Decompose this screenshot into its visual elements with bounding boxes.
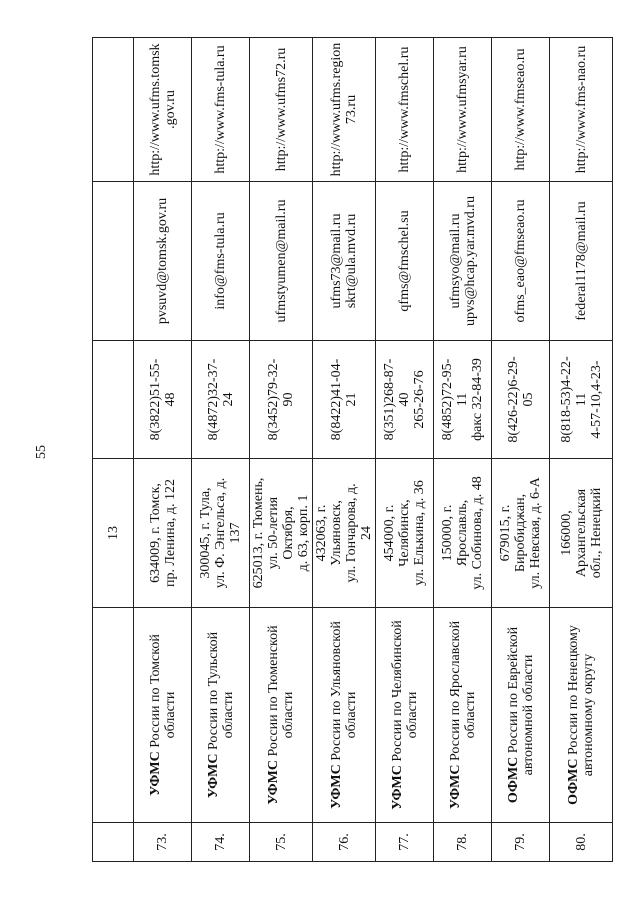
row-number: 76. (313, 823, 376, 862)
header-cell-name (93, 608, 134, 823)
office-email-line: ufmsyo@mail.ru (447, 213, 463, 309)
office-address (313, 459, 376, 608)
office-name-abbr: УФМС (447, 764, 463, 810)
header-cell-address: 13 (93, 459, 134, 608)
office-address-line: 454000, г. (382, 504, 397, 562)
office-website (192, 38, 250, 182)
office-name-rest: России по Ненецкому (566, 625, 581, 759)
office-email (192, 182, 250, 341)
office-name-abbr: УФМС (266, 760, 281, 805)
office-name-line: области (404, 691, 420, 739)
office-address-line: 150000, г. (440, 504, 455, 562)
office-name (550, 608, 613, 823)
office-email (550, 182, 613, 341)
office-name-line: области (220, 691, 236, 739)
office-website-line: http://www.ufms72.ru (273, 47, 289, 172)
header-cell-number (93, 823, 134, 862)
office-name-rest: России по Томской (147, 634, 163, 752)
office-address-line: Ярославль, (455, 499, 470, 567)
office-phone-line: 265-26-76 (412, 370, 427, 429)
office-name-line (506, 611, 521, 819)
office-phone-line: 8(426-22)6-29- (505, 356, 521, 443)
header-cell-email (93, 182, 134, 341)
office-website-line: http://www.fms-tula.ru (213, 45, 228, 174)
office-name-abbr: УФМС (329, 764, 344, 809)
office-name-line (566, 611, 581, 819)
office-phone (376, 341, 434, 459)
row-number: 75. (250, 823, 313, 862)
row-number: 74. (192, 823, 250, 862)
office-website-line: http://www.ufms.tomsk (147, 43, 163, 176)
office-website (434, 38, 492, 182)
office-phone-line: 24 (220, 392, 236, 407)
office-name-abbr: ОФМС (505, 756, 521, 804)
office-name-line (329, 611, 344, 819)
office-address (376, 459, 434, 608)
office-name-line (448, 611, 463, 819)
office-website (250, 38, 313, 182)
table-row (250, 38, 313, 862)
office-name-line: автономному округу (581, 653, 596, 777)
office-address-line: 300045, г. Тула, (198, 487, 213, 579)
office-phone-line: 8(351)268-87- (382, 358, 397, 441)
row-number: 78. (434, 823, 492, 862)
office-phone (134, 341, 192, 459)
office-address-line: Ульяновск, (329, 500, 344, 566)
office-phone (250, 341, 313, 459)
office-email-line: ufmstyumen@mail.ru (273, 199, 289, 323)
office-address (134, 459, 192, 608)
office-address-line: ул. Ф. Энгельса, д. (213, 477, 228, 589)
row-number: 73. (134, 823, 192, 862)
office-email (134, 182, 192, 341)
office-email-line: ufms73@mail.ru (329, 213, 344, 309)
office-website-line: http://www.fms-nao.ru (573, 45, 589, 174)
office-website-line: .gov.ru (162, 90, 178, 129)
office-address (192, 459, 250, 608)
office-phone-line: 11 (573, 392, 589, 407)
office-phone-line: 11 (455, 392, 470, 407)
office-name (134, 608, 192, 823)
office-address-line: 137 (228, 522, 243, 544)
office-name (250, 608, 313, 823)
office-email-line: federal1178@mail.ru (573, 201, 589, 321)
rotated-table-frame (92, 38, 604, 862)
office-phone-line: 8(3452)79-32- (266, 358, 281, 441)
table-row (134, 38, 192, 862)
office-name-rest: России по Еврейской (505, 626, 521, 757)
office-address-line: Биробиджан, (513, 493, 528, 573)
office-address-line: 432063, г. (314, 504, 329, 562)
office-website-line: http://www.ufmsyar.ru (455, 46, 470, 173)
office-name (313, 608, 376, 823)
office-name-line (266, 611, 281, 819)
office-address-line: ул. Елькина, д. 36 (412, 480, 427, 586)
office-phone-line: факс 32-84-39 (470, 358, 485, 441)
office-email-line: info@fms-tula.ru (213, 212, 228, 310)
office-name-line: области (462, 691, 478, 739)
office-website (313, 38, 376, 182)
header-cell-phone (93, 341, 134, 459)
table-header-row (93, 38, 134, 862)
office-address-line: 166000, (558, 510, 574, 556)
office-phone-line: 21 (344, 392, 359, 407)
office-name (192, 608, 250, 823)
office-address (250, 459, 313, 608)
office-address-line: 634009, г. Томск, (147, 483, 163, 583)
office-name-abbr: УФМС (389, 765, 405, 810)
office-name-line: области (344, 691, 359, 739)
office-address-line: Челябинск, (397, 499, 412, 567)
office-name-rest: России по Ярославской (447, 620, 463, 765)
row-number: 77. (376, 823, 434, 862)
office-address-line: д. 63, корп. 1 (296, 494, 311, 572)
office-address-line: ул. Собинова, д. 48 (470, 476, 485, 590)
office-name-line (390, 611, 405, 819)
office-phone (492, 341, 550, 459)
office-name (434, 608, 492, 823)
office-name (492, 608, 550, 823)
table-row (434, 38, 492, 862)
office-name-abbr: ОФМС (566, 758, 581, 805)
office-website-line: http://www.fmschel.ru (397, 46, 412, 173)
office-name-line (148, 611, 163, 819)
office-name-line: области (162, 691, 178, 739)
table-row (492, 38, 550, 862)
office-email-line: pvsuvd@tomsk.gov.ru (155, 197, 170, 325)
office-phone (434, 341, 492, 459)
row-number: 80. (550, 823, 613, 862)
office-name-rest: России по Тульской (205, 631, 221, 754)
office-address-line: 679015, г. (498, 504, 513, 562)
office-address (434, 459, 492, 608)
table-row (192, 38, 250, 862)
header-cell-site (93, 38, 134, 182)
office-phone-line: 90 (281, 392, 296, 407)
office-phone-line: 05 (520, 392, 536, 407)
office-website-line: http://www.fmseao.ru (513, 48, 528, 171)
offices-table (92, 37, 613, 862)
office-name-line: автономной области (520, 654, 536, 776)
office-name-abbr: УФМС (147, 751, 163, 796)
office-address-line: Октября, (281, 506, 296, 560)
office-email-line: ofms_eao@fmseao.ru (513, 199, 528, 323)
table-row (376, 38, 434, 862)
office-phone-line: 48 (162, 392, 178, 407)
office-phone-line: 40 (397, 392, 412, 407)
office-address-line: ул. Невская, д. 6-А (528, 477, 543, 589)
table-row (550, 38, 613, 862)
office-name (376, 608, 434, 823)
office-address-line: Архангельская (573, 488, 589, 578)
office-phone-line: 8(818-53)4-22- (558, 356, 574, 443)
office-address-line: 24 (359, 526, 374, 540)
office-phone (313, 341, 376, 459)
office-website (550, 38, 613, 182)
office-email (250, 182, 313, 341)
office-phone-line: 4-57-10,4-23- (588, 360, 604, 439)
office-address-line: 625013, г. Тюмень, (251, 477, 266, 589)
office-email-line: qfms@fmschel.su (397, 210, 412, 312)
office-phone-line: 8(4872)32-37- (205, 358, 221, 441)
office-phone-line: 8(8422)41-04- (329, 358, 344, 441)
office-email-line: skrt@ula.mvd.ru (344, 213, 359, 309)
office-phone (550, 341, 613, 459)
office-phone (192, 341, 250, 459)
office-website (492, 38, 550, 182)
office-address-line: ул. 50-летия (266, 496, 281, 570)
office-phone-line: 8(4852)72-95- (440, 358, 455, 441)
table-row (313, 38, 376, 862)
office-website-line: 73.ru (344, 94, 359, 125)
office-website (134, 38, 192, 182)
office-email (492, 182, 550, 341)
office-email (313, 182, 376, 341)
office-name-line (206, 611, 221, 819)
office-phone-line: 8(3822)51-55- (147, 358, 163, 441)
office-email (376, 182, 434, 341)
office-website (376, 38, 434, 182)
office-name-line: области (281, 691, 296, 739)
office-address-line: ул. Гончарова, д. (344, 483, 359, 583)
office-address-line: пр. Ленина, д. 122 (162, 479, 178, 587)
office-name-abbr: УФМС (205, 753, 221, 799)
office-name-rest: России по Тюменской (266, 625, 281, 761)
page-number: 55 (34, 445, 49, 459)
office-name-rest: России по Челябинской (389, 620, 405, 766)
office-email-line: upvs@hcap.yar.mvd.ru (462, 196, 478, 326)
office-email (434, 182, 492, 341)
office-website-line: http://www.ufms.region (329, 42, 344, 177)
row-number: 79. (492, 823, 550, 862)
office-address (492, 459, 550, 608)
office-address (550, 459, 613, 608)
office-name-rest: России по Ульяновской (329, 621, 344, 765)
office-address-line: обл., Ненецкий (588, 487, 604, 579)
